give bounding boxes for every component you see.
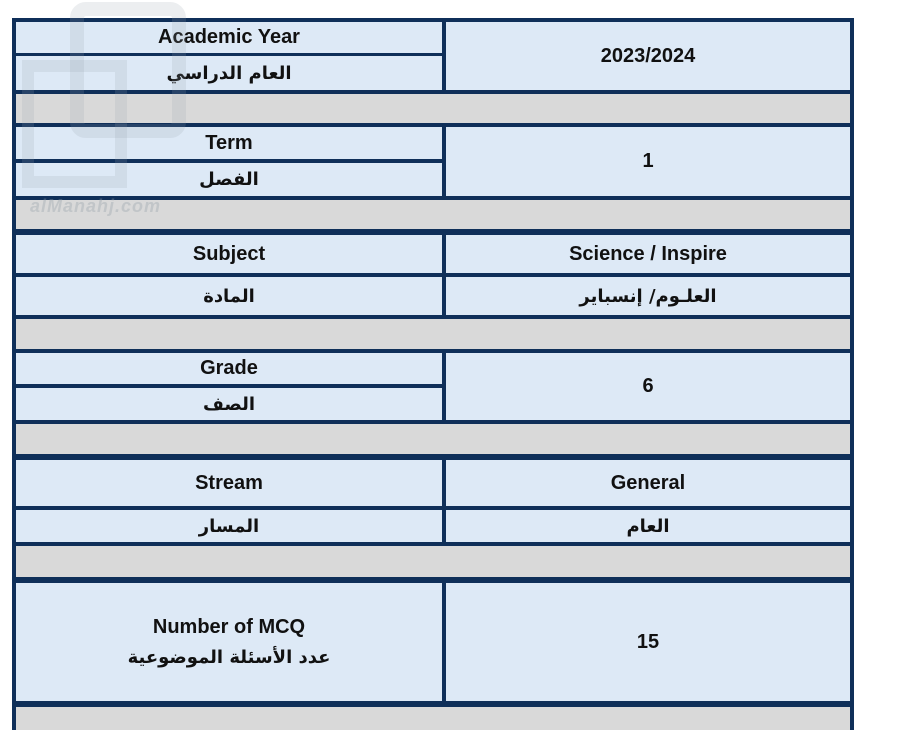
grade-value: 6 — [642, 375, 654, 397]
academic-year-label-ar: العام الدراسي — [166, 62, 292, 84]
subject-value-ar: العلـوم/ إنسباير — [579, 285, 717, 307]
grade-value-cell — [446, 353, 850, 420]
academic-year-label-en: Academic Year — [158, 26, 300, 48]
stream-label-cell — [16, 460, 442, 506]
mcq-label-cell — [16, 583, 442, 701]
grade-label-ar-cell — [16, 388, 442, 420]
grade-label-cell — [16, 353, 442, 384]
watermark-logo-frame — [22, 60, 127, 188]
term-value-cell — [446, 127, 850, 196]
stream-value-en: General — [610, 471, 686, 494]
subject-value-en-cell — [446, 235, 850, 273]
grade-label-ar: الصف — [202, 393, 256, 415]
subject-value-ar-cell — [446, 277, 850, 315]
subject-label-en: Subject — [192, 242, 266, 265]
mcq-label-ar: عدد الأسئلة الموضوعية — [127, 647, 331, 668]
stream-value-en-cell — [446, 460, 850, 506]
mcq-label-en: Number of MCQ — [152, 616, 306, 638]
term-value: 1 — [642, 150, 654, 172]
watermark-text: alManahj.com — [30, 196, 162, 216]
academic-year-value: 2023/2024 — [600, 44, 696, 67]
subject-label-ar-cell — [16, 277, 442, 315]
subject-label-cell — [16, 235, 442, 273]
grade-label-en: Grade — [200, 357, 258, 379]
academic-year-value-cell — [446, 22, 850, 90]
stream-value-ar-cell — [446, 510, 850, 542]
subject-value-en: Science / Inspire — [569, 242, 727, 265]
subject-label-ar: المادة — [203, 285, 255, 307]
term-label-ar: الفصل — [199, 169, 259, 190]
term-label-en: Term — [205, 131, 253, 154]
separator-row — [16, 424, 850, 454]
stream-label-ar-cell — [16, 510, 442, 542]
mcq-value: 15 — [636, 630, 660, 653]
mcq-value-cell — [446, 583, 850, 701]
stream-label-en: Stream — [195, 471, 263, 494]
separator-row — [16, 707, 850, 730]
stream-value-ar: العام — [626, 515, 670, 537]
separator-row — [16, 546, 850, 577]
stream-label-ar: المسار — [198, 515, 260, 537]
separator-row — [16, 319, 850, 349]
